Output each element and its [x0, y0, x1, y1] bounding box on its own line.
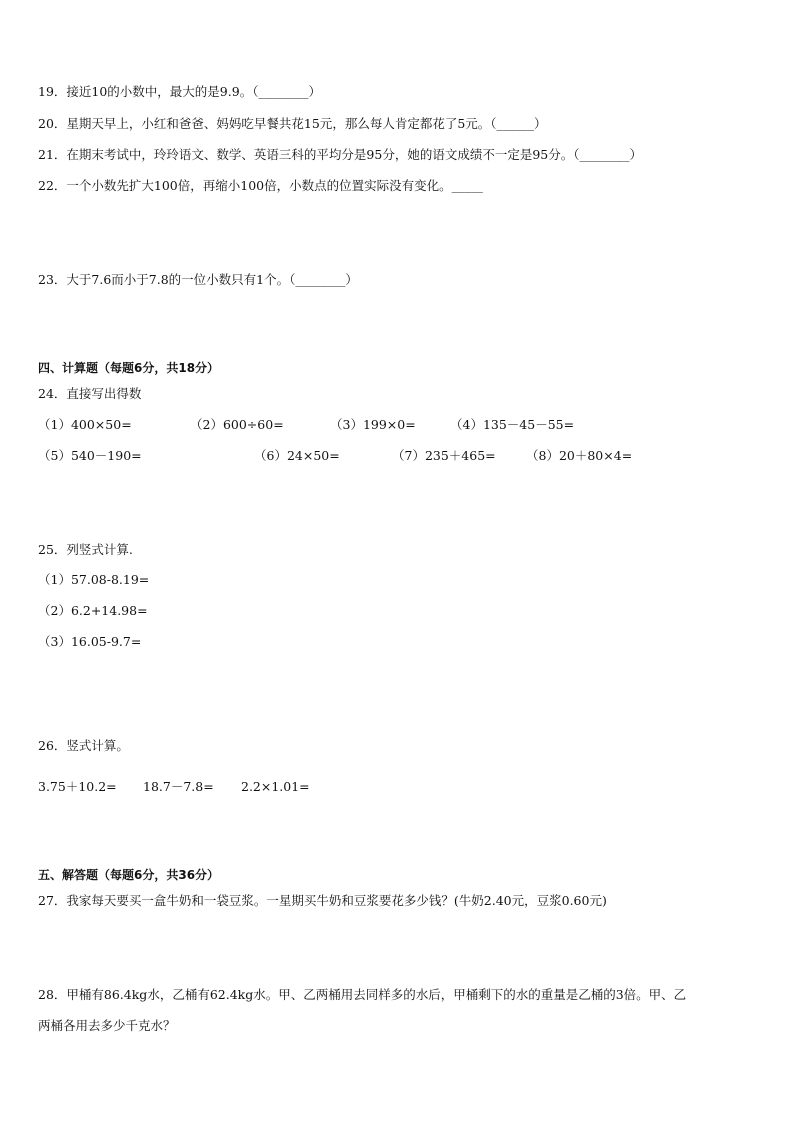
problem-20: 20．星期天早上，小红和爸爸、妈妈吃早餐共花15元，那么每人肯定都花了5元。（______） [38, 116, 547, 131]
q24-item-8: （8）20＋80×4= [526, 448, 633, 463]
problem-22: 22．一个小数先扩大100倍，再缩小100倍，小数点的位置实际没有变化。_____ [38, 178, 483, 193]
problem-27: 27．我家每天要买一盒牛奶和一袋豆浆。一星期买牛奶和豆浆要花多少钱？(牛奶2.40元，豆浆0.60元) [38, 893, 607, 908]
q26-item-1: 3.75＋10.2= [38, 779, 117, 794]
q24-item-2: （2）600÷60= [190, 417, 284, 432]
problem-23: 23．大于7.6而小于7.8的一位小数只有1个。（________） [38, 272, 358, 287]
problem-28-line-2: 两桶各用去多少千克水？ [38, 1018, 176, 1033]
problem-24-prompt: 24．直接写出得数 [38, 386, 142, 401]
problem-21: 21．在期末考试中，玲玲语文、数学、英语三科的平均分是95分，她的语文成绩不一定是95分。（________） [38, 147, 642, 162]
q25-item-2: （2）6.2+14.98= [38, 603, 148, 618]
section-4-title: 四、计算题（每题6分，共18分） [38, 361, 220, 375]
q24-item-6: （6）24×50= [254, 448, 340, 463]
problem-26-prompt: 26．竖式计算。 [38, 738, 129, 753]
q26-item-3: 2.2×1.01= [241, 779, 310, 794]
problem-28-line-1: 28．甲桶有86.4kg水，乙桶有62.4kg水。甲、乙两桶用去同样多的水后，甲桶剩下的水的重量是乙桶的3倍。甲、乙 [38, 987, 687, 1002]
problem-19: 19．接近10的小数中，最大的是9.9。（________） [38, 84, 321, 99]
q26-item-2: 18.7－7.8= [143, 779, 214, 794]
q24-item-1: （1）400×50= [38, 417, 132, 432]
q25-item-1: （1）57.08-8.19= [38, 572, 150, 587]
section-5-title: 五、解答题（每题6分，共36分） [38, 868, 220, 882]
q24-item-7: （7）235＋465= [392, 448, 496, 463]
q24-item-4: （4）135－45－55= [450, 417, 575, 432]
q25-item-3: （3）16.05-9.7= [38, 634, 142, 649]
q24-item-3: （3）199×0= [330, 417, 416, 432]
q24-item-5: （5）540－190= [38, 448, 142, 463]
problem-25-prompt: 25．列竖式计算. [38, 542, 133, 557]
